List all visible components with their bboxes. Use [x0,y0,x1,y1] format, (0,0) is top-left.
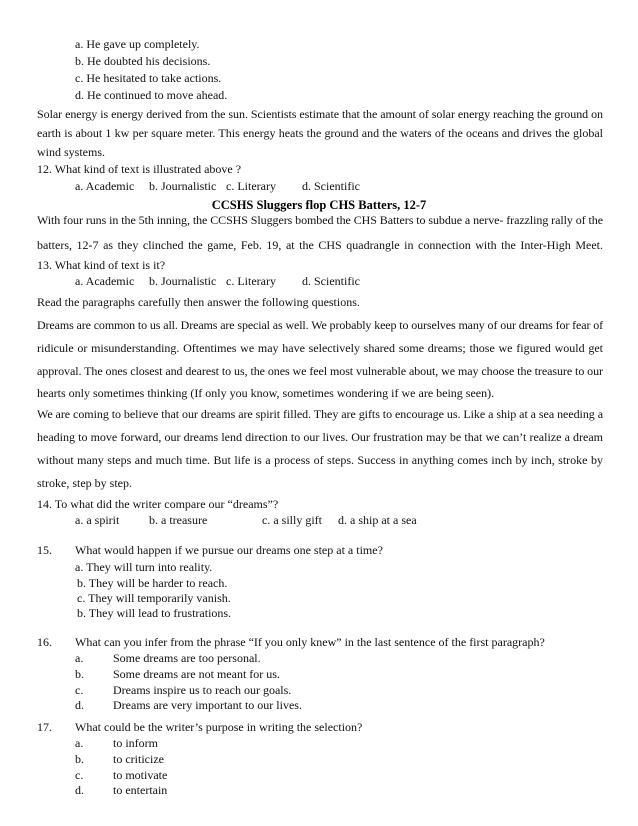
q15-option: a. They will turn into reality. [75,560,213,574]
q17-question: What could be the writer’s purpose in writing the selection? [75,720,363,734]
q17-option-text: to inform [113,736,158,750]
q16-option-letter: a. [75,651,84,665]
q16-option-letter: c. [75,683,84,697]
q13-option-a: a. Academic [75,274,135,288]
q16-number: 16. [37,635,52,649]
dreams-passage-line: ridicule or misunderstanding. Oftentimes we may have selectively shared some dreams; those we figured would get [37,341,603,355]
instruction: Read the paragraphs carefully then answer the following questions. [37,295,360,309]
q12-question: 12. What kind of text is illustrated above ? [37,162,242,176]
solar-passage-line: Solar energy is energy derived from the sun. Scientists estimate that the amount of solar energy reaching the ground on [37,107,603,121]
q16-question: What can you infer from the phrase “If you only knew” in the last sentence of the first paragraph? [75,635,545,649]
q14-question: 14. To what did the writer compare our “dreams”? [37,497,279,511]
q14-option-c: c. a silly gift [262,513,322,527]
news-line: With four runs in the 5th inning, the CCSHS Sluggers bombed the CHS Batters to subdue a nerve- frazzling rally of the [37,213,603,227]
q13-option-c: c. Literary [226,274,276,288]
q11-option-c: c. He hesitated to take actions. [75,71,222,85]
q17-option-text: to entertain [113,783,168,797]
q14-option-a: a. a spirit [75,513,120,527]
news-line: batters, 12-7 as they clinched the game, Feb. 19, at the CHS quadrangle in connection with the Inter-High Meet. [37,238,603,252]
q14-option-b: b. a treasure [149,513,208,527]
q16-option-text: Some dreams are not meant for us. [113,667,280,681]
q12-option-b: b. Journalistic [149,179,217,193]
q15-option: c. They will temporarily vanish. [77,591,231,605]
q13-question: 13. What kind of text is it? [37,258,166,272]
q17-option-letter: c. [75,768,84,782]
q15-option: b. They will lead to frustrations. [77,606,232,620]
q13-option-d: d. Scientific [302,274,360,288]
q17-option-letter: d. [75,783,84,797]
solar-passage-line: earth is about 1 kw per square meter. This energy heats the ground and the waters of the oceans and drives the global [37,126,603,140]
q16-option-text: Dreams inspire us to reach our goals. [113,683,292,697]
q17-option-text: to criticize [113,752,164,766]
q12-option-c: c. Literary [226,179,276,193]
dreams-passage-line: hearts only sometimes thinking (If only you know, sometimes wondering if we are being seen). [37,386,495,400]
q12-option-a: a. Academic [75,179,135,193]
q13-option-b: b. Journalistic [149,274,217,288]
q16-option-letter: b. [75,667,84,681]
dreams-passage-line: We are coming to believe that our dreams are spirit filled. They are gifts to encourage us. Like a ship at a sea needing a [37,407,604,421]
q17-option-text: to motivate [113,768,168,782]
dreams-passage-line: without many steps and much time. But life is a process of steps. Success in anything comes inch by inch, stroke by [37,453,603,467]
q11-option-a: a. He gave up completely. [75,37,200,51]
q17-option-letter: a. [75,736,84,750]
q14-option-d: d. a ship at a sea [338,513,417,527]
q15-option: b. They will be harder to reach. [77,576,228,590]
q17-number: 17. [37,720,52,734]
q15-question: What would happen if we pursue our dreams one step at a time? [75,543,383,557]
news-headline: CCSHS Sluggers flop CHS Batters, 12-7 [211,198,427,212]
dreams-passage-line: Dreams are common to us all. Dreams are special as well. We probably keep to ourselves many of our dreams for fear of [37,318,603,332]
q16-option-text: Some dreams are too personal. [113,651,261,665]
q16-option-letter: d. [75,698,84,712]
dreams-passage-line: heading to move forward, our dreams lend direction to our lives. Our frustration may be that we can’t realize a dream [37,430,603,444]
q17-option-letter: b. [75,752,84,766]
solar-passage-line: wind systems. [37,145,106,159]
q11-option-d: d. He continued to move ahead. [75,88,228,102]
q11-option-b: b. He doubted his decisions. [75,54,211,68]
q12-option-d: d. Scientific [302,179,360,193]
dreams-passage-line: approval. The ones closest and dearest to us, the ones we feel most vulnerable about, we may choose the treasure to our [37,364,603,378]
q15-number: 15. [37,543,52,557]
dreams-passage-line: stroke, step by step. [37,476,132,490]
q16-option-text: Dreams are very important to our lives. [113,698,302,712]
